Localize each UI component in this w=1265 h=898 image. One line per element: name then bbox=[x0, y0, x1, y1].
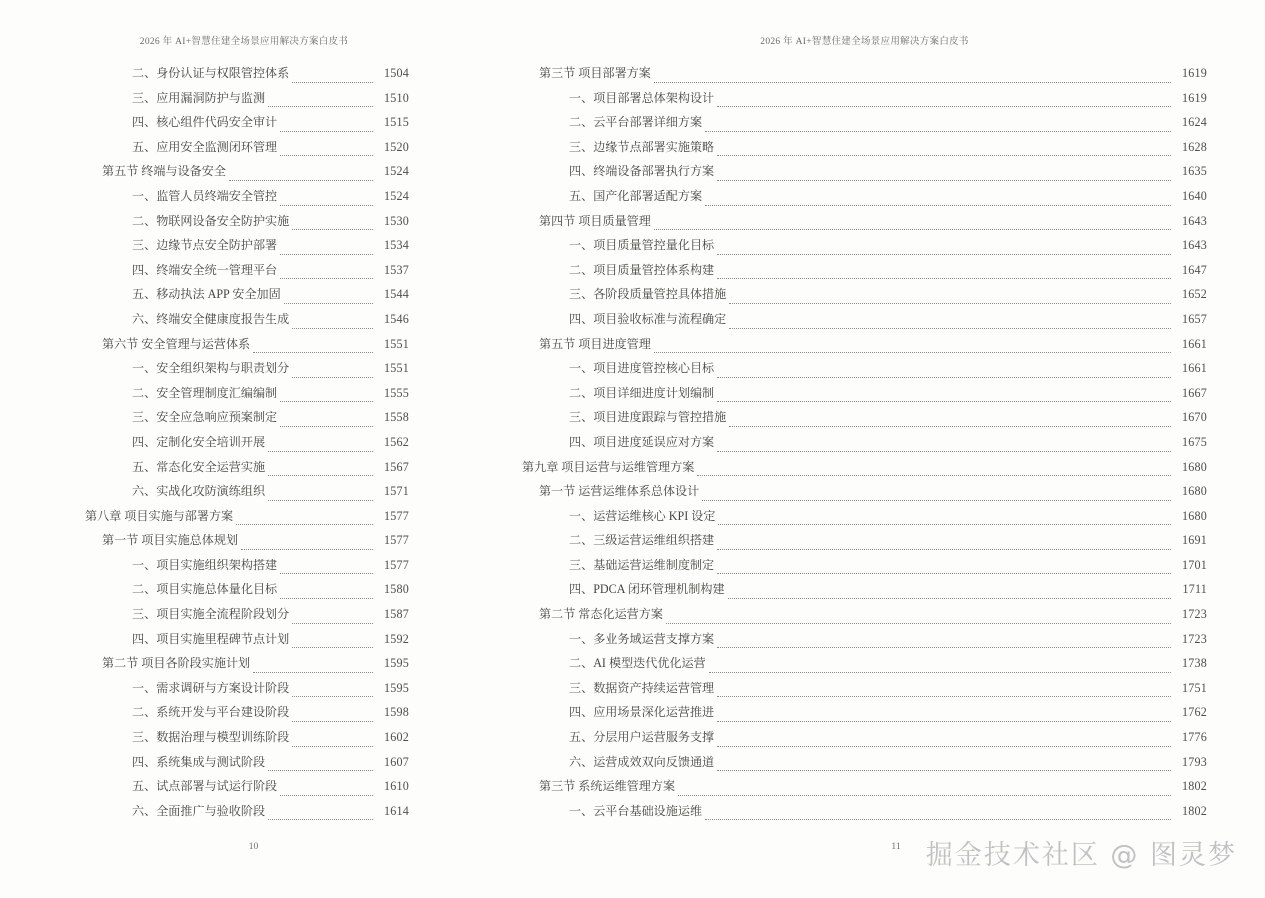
dot-leader bbox=[717, 253, 1171, 255]
toc-entry-label: 四、终端设备部署执行方案 bbox=[569, 164, 715, 179]
toc-entry-page-number: 1640 bbox=[1182, 188, 1207, 203]
toc-entry-page-number: 1524 bbox=[384, 188, 409, 203]
dot-leader bbox=[280, 130, 373, 132]
toc-entry-label: 二、身份认证与权限管控体系 bbox=[132, 66, 290, 80]
dot-leader bbox=[280, 425, 373, 427]
toc-entry-item[interactable] bbox=[85, 577, 409, 602]
toc-entry-item[interactable] bbox=[85, 307, 409, 332]
toc-entry-item[interactable] bbox=[85, 405, 409, 430]
dot-leader bbox=[678, 794, 1171, 796]
toc-entry-label: 四、项目验收标准与流程确定 bbox=[569, 311, 727, 326]
dot-leader bbox=[697, 474, 1171, 476]
toc-entry-item[interactable] bbox=[85, 86, 409, 111]
toc-entry-page-number: 1577 bbox=[384, 508, 409, 523]
toc-entry-section[interactable] bbox=[522, 61, 1207, 86]
toc-entry-label: 五、应用安全监测闭环管理 bbox=[132, 139, 278, 154]
dot-leader bbox=[705, 818, 1171, 820]
dot-leader bbox=[253, 351, 373, 353]
toc-entry-item[interactable] bbox=[85, 676, 409, 701]
toc-entry-item[interactable] bbox=[85, 184, 409, 209]
toc-entry-label: 二、AI 模型迭代优化运营 bbox=[569, 656, 706, 671]
toc-entry-page-number: 1657 bbox=[1182, 311, 1207, 326]
toc-entry-page-number: 1562 bbox=[384, 434, 409, 449]
toc-entry-section[interactable] bbox=[522, 479, 1207, 504]
toc-entry-label: 六、全面推广与验收阶段 bbox=[132, 803, 266, 818]
toc-entry-page-number: 1595 bbox=[384, 680, 409, 695]
toc-entry-item[interactable] bbox=[85, 750, 409, 775]
toc-entry-item[interactable] bbox=[522, 676, 1207, 701]
toc-entry-page-number: 1580 bbox=[384, 582, 409, 597]
toc-entry-item[interactable] bbox=[85, 356, 409, 381]
dot-leader bbox=[717, 376, 1171, 378]
toc-entry-label: 五、试点部署与试运行阶段 bbox=[132, 779, 278, 794]
toc-entry-page-number: 1537 bbox=[384, 262, 409, 277]
toc-entry-item[interactable] bbox=[522, 651, 1207, 676]
toc-entry-item[interactable] bbox=[522, 233, 1207, 258]
dot-leader bbox=[268, 474, 373, 476]
toc-entry-chapter[interactable] bbox=[522, 455, 1207, 480]
toc-entry-page-number: 1610 bbox=[384, 779, 409, 794]
toc-entry-page-number: 1628 bbox=[1182, 139, 1207, 154]
toc-entry-page-number: 1587 bbox=[384, 607, 409, 622]
toc-entry-label: 第二节 项目各阶段实施计划 bbox=[102, 656, 251, 671]
toc-entry-label: 第一节 运营运维体系总体设计 bbox=[539, 484, 700, 499]
dot-leader bbox=[654, 351, 1171, 353]
toc-entry-page-number: 1567 bbox=[384, 459, 409, 474]
toc-entry-item[interactable] bbox=[522, 356, 1207, 381]
dot-leader bbox=[717, 646, 1171, 648]
dot-leader bbox=[292, 622, 373, 624]
toc-entry-page-number: 1661 bbox=[1182, 361, 1207, 376]
toc-entry-label: 二、三级运营运维组织搭建 bbox=[569, 533, 715, 548]
toc-entry-page-number: 1571 bbox=[384, 484, 409, 499]
toc-entry-label: 一、运营运维核心 KPI 设定 bbox=[569, 508, 716, 523]
toc-entry-label: 六、终端安全健康度报告生成 bbox=[132, 311, 290, 326]
dot-leader bbox=[268, 450, 373, 452]
toc-entry-item[interactable] bbox=[522, 430, 1207, 455]
running-head-left: 2026 年 AI+智慧住建全场景应用解决方案白皮书 bbox=[139, 37, 349, 47]
toc-entry-label: 四、系统集成与测试阶段 bbox=[132, 754, 266, 769]
toc-entry-item[interactable] bbox=[522, 159, 1207, 184]
toc-entry-page-number: 1551 bbox=[384, 336, 409, 351]
toc-entry-label: 三、各阶段质量管控具体措施 bbox=[569, 287, 727, 302]
dot-leader bbox=[717, 695, 1171, 697]
page-left bbox=[0, 0, 467, 898]
dot-leader bbox=[717, 179, 1171, 181]
toc-entry-label: 一、项目进度管控核心目标 bbox=[569, 361, 715, 376]
toc-entry-page-number: 1524 bbox=[384, 164, 409, 179]
toc-entry-section[interactable] bbox=[522, 602, 1207, 627]
toc-entry-section[interactable] bbox=[522, 774, 1207, 799]
dot-leader bbox=[280, 204, 373, 206]
toc-entry-label: 第一节 项目实施总体规划 bbox=[102, 533, 239, 548]
toc-entry-label: 一、项目质量管控量化目标 bbox=[569, 238, 715, 253]
toc-entry-item[interactable] bbox=[85, 774, 409, 799]
dot-leader bbox=[292, 228, 373, 230]
toc-entry-page-number: 1680 bbox=[1182, 459, 1207, 474]
toc-entry-item[interactable] bbox=[85, 553, 409, 578]
dot-leader bbox=[705, 204, 1171, 206]
toc-entry-label: 二、项目质量管控体系构建 bbox=[569, 262, 715, 277]
toc-entry-label: 三、基础运营运维制度制定 bbox=[569, 557, 715, 572]
toc-entry-item[interactable] bbox=[522, 577, 1207, 602]
toc-entry-item[interactable] bbox=[85, 282, 409, 307]
toc-entry-label: 四、项目进度延误应对方案 bbox=[569, 434, 715, 449]
toc-entry-label: 三、应用漏洞防护与监测 bbox=[132, 90, 266, 105]
toc-entry-item[interactable] bbox=[85, 627, 409, 652]
dot-leader bbox=[280, 400, 373, 402]
dot-leader bbox=[280, 253, 373, 255]
toc-entry-label: 第五节 终端与设备安全 bbox=[102, 164, 226, 179]
toc-entry-label: 六、运营成效双向反馈通道 bbox=[569, 754, 715, 769]
toc-entry-page-number: 1652 bbox=[1182, 287, 1207, 302]
toc-entry-item[interactable] bbox=[85, 430, 409, 455]
dot-leader bbox=[709, 671, 1171, 673]
toc-entry-item[interactable] bbox=[522, 381, 1207, 406]
toc-entry-chapter[interactable] bbox=[85, 504, 409, 529]
toc-entry-label: 四、项目实施里程碑节点计划 bbox=[132, 631, 290, 646]
dot-leader bbox=[280, 154, 373, 156]
toc-entry-label: 三、数据资产持续运营管理 bbox=[569, 680, 715, 695]
toc-entry-item[interactable] bbox=[522, 627, 1207, 652]
toc-entry-section[interactable] bbox=[522, 209, 1207, 234]
toc-entry-page-number: 1643 bbox=[1182, 213, 1207, 228]
dot-leader bbox=[717, 277, 1171, 279]
toc-entry-page-number: 1551 bbox=[384, 361, 409, 376]
toc-entry-item[interactable] bbox=[522, 799, 1207, 824]
toc-entry-label: 二、安全管理制度汇编编制 bbox=[132, 385, 278, 400]
toc-entry-page-number: 1544 bbox=[384, 287, 409, 302]
toc-entry-page-number: 1661 bbox=[1182, 336, 1207, 351]
dot-leader bbox=[702, 499, 1171, 501]
toc-entry-label: 第五节 项目进度管理 bbox=[539, 336, 651, 351]
toc-entry-label: 二、云平台部署详细方案 bbox=[569, 115, 703, 130]
toc-entry-item[interactable] bbox=[85, 602, 409, 627]
dot-leader bbox=[717, 450, 1171, 452]
dot-leader bbox=[717, 400, 1171, 402]
toc-entry-label: 二、项目实施总体量化目标 bbox=[132, 582, 278, 597]
toc-entry-item[interactable] bbox=[85, 61, 409, 86]
toc-entry-label: 三、边缘节点部署实施策略 bbox=[569, 139, 715, 154]
dot-leader bbox=[717, 105, 1171, 107]
toc-entry-item[interactable] bbox=[522, 110, 1207, 135]
toc-entry-label: 一、监管人员终端安全管控 bbox=[132, 188, 278, 203]
toc-list-right bbox=[522, 61, 1207, 823]
toc-entry-page-number: 1680 bbox=[1182, 484, 1207, 499]
dot-leader bbox=[268, 769, 373, 771]
running-head-right: 2026 年 AI+智慧住建全场景应用解决方案白皮书 bbox=[760, 37, 969, 47]
toc-entry-item[interactable] bbox=[522, 750, 1207, 775]
dot-leader bbox=[280, 277, 373, 279]
toc-entry-page-number: 1802 bbox=[1182, 803, 1207, 818]
dot-leader bbox=[268, 818, 373, 820]
toc-entry-item[interactable] bbox=[85, 455, 409, 480]
dot-leader bbox=[717, 154, 1171, 156]
toc-entry-section[interactable] bbox=[85, 332, 409, 357]
toc-entry-page-number: 1555 bbox=[384, 385, 409, 400]
dot-leader bbox=[280, 597, 373, 599]
toc-entry-section[interactable] bbox=[85, 528, 409, 553]
toc-entry-label: 第四节 项目质量管理 bbox=[539, 213, 651, 228]
toc-entry-label: 第八章 项目实施与部署方案 bbox=[85, 508, 234, 523]
toc-entry-page-number: 1515 bbox=[384, 115, 409, 130]
page-right bbox=[467, 0, 1265, 898]
toc-entry-page-number: 1667 bbox=[1182, 385, 1207, 400]
toc-entry-page-number: 1670 bbox=[1182, 410, 1207, 425]
dot-leader bbox=[253, 671, 373, 673]
toc-entry-item[interactable] bbox=[85, 479, 409, 504]
toc-entry-page-number: 1607 bbox=[384, 754, 409, 769]
toc-entry-item[interactable] bbox=[85, 209, 409, 234]
dot-leader bbox=[236, 523, 373, 525]
toc-list-left bbox=[85, 61, 409, 823]
toc-entry-page-number: 1624 bbox=[1182, 115, 1207, 130]
toc-entry-page-number: 1546 bbox=[384, 311, 409, 326]
toc-entry-label: 四、终端安全统一管理平台 bbox=[132, 262, 278, 277]
toc-entry-label: 五、分层用户运营服务支撑 bbox=[569, 730, 715, 745]
dot-leader bbox=[292, 81, 373, 83]
toc-entry-page-number: 1762 bbox=[1182, 705, 1207, 720]
dot-leader bbox=[717, 572, 1171, 574]
toc-entry-page-number: 1751 bbox=[1182, 680, 1207, 695]
toc-entry-item[interactable] bbox=[522, 282, 1207, 307]
toc-entry-item[interactable] bbox=[522, 135, 1207, 160]
toc-entry-label: 四、定制化安全培训开展 bbox=[132, 434, 266, 449]
toc-entry-item[interactable] bbox=[522, 504, 1207, 529]
toc-entry-section[interactable] bbox=[85, 651, 409, 676]
dot-leader bbox=[729, 302, 1171, 304]
toc-entry-page-number: 1598 bbox=[384, 705, 409, 720]
toc-entry-page-number: 1520 bbox=[384, 139, 409, 154]
dot-leader bbox=[229, 179, 373, 181]
toc-entry-label: 第三节 项目部署方案 bbox=[539, 66, 651, 80]
toc-entry-page-number: 1723 bbox=[1182, 631, 1207, 646]
toc-entry-label: 第六节 安全管理与运营体系 bbox=[102, 336, 251, 351]
toc-entry-label: 五、国产化部署适配方案 bbox=[569, 188, 703, 203]
toc-entry-item[interactable] bbox=[522, 700, 1207, 725]
toc-entry-page-number: 1647 bbox=[1182, 262, 1207, 277]
dot-leader bbox=[717, 745, 1171, 747]
dot-leader bbox=[728, 597, 1171, 599]
dot-leader bbox=[654, 228, 1171, 230]
toc-entry-label: 一、项目实施组织架构搭建 bbox=[132, 557, 278, 572]
toc-entry-item[interactable] bbox=[85, 799, 409, 824]
toc-entry-label: 三、项目进度跟踪与管控措施 bbox=[569, 410, 727, 425]
toc-entry-label: 四、核心组件代码安全审计 bbox=[132, 115, 278, 130]
toc-entry-section[interactable] bbox=[85, 159, 409, 184]
toc-entry-label: 三、数据治理与模型训练阶段 bbox=[132, 730, 290, 745]
dot-leader bbox=[292, 745, 373, 747]
page-number-left: 10 bbox=[248, 842, 259, 852]
toc-entry-label: 第九章 项目运营与运维管理方案 bbox=[522, 459, 695, 474]
toc-entry-page-number: 1738 bbox=[1182, 656, 1207, 671]
toc-entry-page-number: 1510 bbox=[384, 90, 409, 105]
dot-leader bbox=[268, 499, 373, 501]
toc-entry-item[interactable] bbox=[85, 110, 409, 135]
toc-entry-item[interactable] bbox=[522, 258, 1207, 283]
dot-leader bbox=[654, 81, 1171, 83]
toc-entry-label: 三、安全应急响应预案制定 bbox=[132, 410, 278, 425]
dot-leader bbox=[705, 130, 1171, 132]
toc-entry-page-number: 1595 bbox=[384, 656, 409, 671]
toc-entry-page-number: 1680 bbox=[1182, 508, 1207, 523]
toc-entry-item[interactable] bbox=[522, 725, 1207, 750]
toc-entry-page-number: 1614 bbox=[384, 803, 409, 818]
toc-entry-item[interactable] bbox=[85, 135, 409, 160]
dot-leader bbox=[717, 720, 1171, 722]
toc-entry-page-number: 1619 bbox=[1182, 66, 1207, 80]
dot-leader bbox=[292, 695, 373, 697]
toc-entry-item[interactable] bbox=[85, 258, 409, 283]
dot-leader bbox=[268, 105, 373, 107]
toc-entry-page-number: 1723 bbox=[1182, 607, 1207, 622]
dot-leader bbox=[666, 622, 1171, 624]
toc-entry-page-number: 1577 bbox=[384, 557, 409, 572]
watermark: 掘金技术社区 @ 图灵梦 bbox=[925, 840, 1237, 871]
dot-leader bbox=[280, 794, 373, 796]
dot-leader bbox=[717, 769, 1171, 771]
toc-entry-item[interactable] bbox=[85, 233, 409, 258]
dot-leader bbox=[729, 327, 1171, 329]
toc-entry-page-number: 1619 bbox=[1182, 90, 1207, 105]
toc-entry-item[interactable] bbox=[522, 528, 1207, 553]
toc-entry-page-number: 1793 bbox=[1182, 754, 1207, 769]
dot-leader bbox=[729, 425, 1171, 427]
toc-entry-page-number: 1504 bbox=[384, 66, 409, 80]
toc-entry-label: 二、项目详细进度计划编制 bbox=[569, 385, 715, 400]
toc-entry-label: 第三节 系统运维管理方案 bbox=[539, 779, 676, 794]
toc-entry-label: 三、项目实施全流程阶段划分 bbox=[132, 607, 290, 622]
toc-entry-label: 五、移动执法 APP 安全加固 bbox=[132, 287, 281, 302]
toc-entry-page-number: 1602 bbox=[384, 730, 409, 745]
dot-leader bbox=[717, 548, 1171, 550]
toc-entry-label: 四、应用场景深化运营推进 bbox=[569, 705, 715, 720]
toc-entry-label: 四、PDCA 闭环管理机制构建 bbox=[569, 582, 725, 597]
toc-entry-page-number: 1534 bbox=[384, 238, 409, 253]
toc-entry-page-number: 1530 bbox=[384, 213, 409, 228]
dot-leader bbox=[292, 376, 373, 378]
dot-leader bbox=[241, 548, 373, 550]
toc-entry-label: 一、云平台基础设施运维 bbox=[569, 803, 703, 818]
toc-entry-page-number: 1691 bbox=[1182, 533, 1207, 548]
toc-entry-page-number: 1675 bbox=[1182, 434, 1207, 449]
dot-leader bbox=[292, 327, 373, 329]
toc-entry-label: 一、项目部署总体架构设计 bbox=[569, 90, 715, 105]
toc-entry-item[interactable] bbox=[85, 700, 409, 725]
toc-entry-item[interactable] bbox=[85, 725, 409, 750]
toc-entry-item[interactable] bbox=[522, 184, 1207, 209]
dot-leader bbox=[284, 302, 373, 304]
toc-entry-label: 六、实战化攻防演练组织 bbox=[132, 484, 266, 499]
toc-entry-item[interactable] bbox=[85, 381, 409, 406]
toc-entry-page-number: 1592 bbox=[384, 631, 409, 646]
toc-entry-section[interactable] bbox=[522, 332, 1207, 357]
toc-entry-page-number: 1802 bbox=[1182, 779, 1207, 794]
dot-leader bbox=[292, 646, 373, 648]
toc-entry-item[interactable] bbox=[522, 86, 1207, 111]
toc-entry-label: 一、多业务域运营支撑方案 bbox=[569, 631, 715, 646]
toc-entry-label: 五、常态化安全运营实施 bbox=[132, 459, 266, 474]
toc-entry-item[interactable] bbox=[522, 405, 1207, 430]
dot-leader bbox=[280, 572, 373, 574]
toc-entry-page-number: 1711 bbox=[1182, 582, 1207, 597]
toc-entry-page-number: 1643 bbox=[1182, 238, 1207, 253]
toc-entry-label: 一、安全组织架构与职责划分 bbox=[132, 361, 290, 376]
toc-entry-label: 第二节 常态化运营方案 bbox=[539, 607, 663, 622]
toc-entry-page-number: 1558 bbox=[384, 410, 409, 425]
toc-entry-page-number: 1635 bbox=[1182, 164, 1207, 179]
toc-entry-item[interactable] bbox=[522, 307, 1207, 332]
dot-leader bbox=[718, 523, 1171, 525]
toc-entry-label: 二、系统开发与平台建设阶段 bbox=[132, 705, 290, 720]
page-number-right: 11 bbox=[891, 842, 901, 852]
toc-entry-label: 一、需求调研与方案设计阶段 bbox=[132, 680, 290, 695]
toc-entry-page-number: 1701 bbox=[1182, 557, 1207, 572]
toc-entry-item[interactable] bbox=[522, 553, 1207, 578]
toc-entry-page-number: 1776 bbox=[1182, 730, 1207, 745]
toc-entry-page-number: 1577 bbox=[384, 533, 409, 548]
dot-leader bbox=[292, 720, 373, 722]
toc-entry-label: 三、边缘节点安全防护部署 bbox=[132, 238, 278, 253]
toc-entry-label: 二、物联网设备安全防护实施 bbox=[132, 213, 290, 228]
